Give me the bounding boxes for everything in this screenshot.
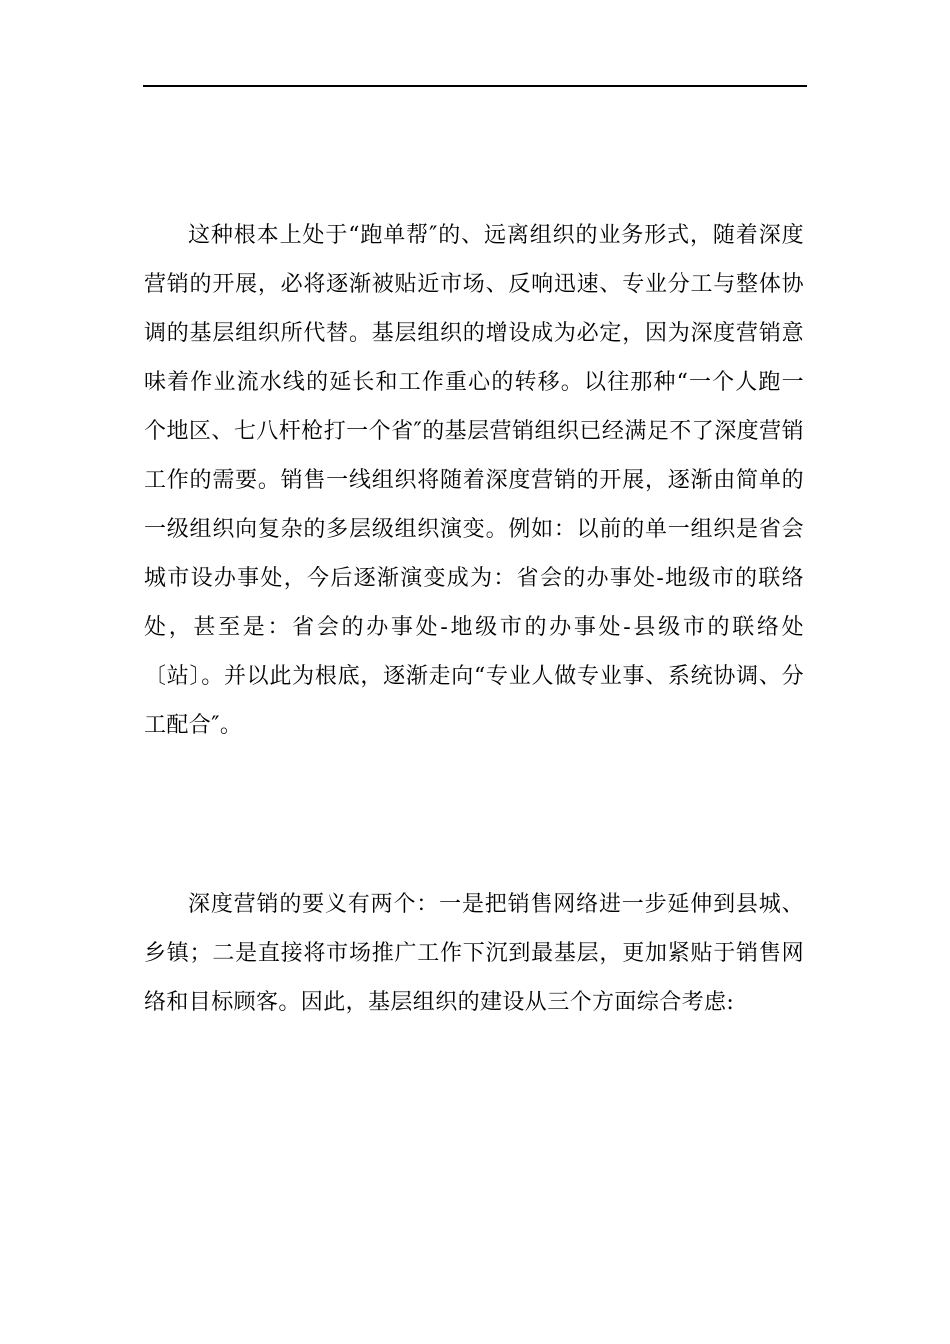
header-rule xyxy=(143,85,807,87)
body-paragraph-1: 这种根本上处于“跑单帮″的、远离组织的业务形式，随着深度营销的开展，必将逐渐被贴近市场、反响迅速、专业分工与整体协调的基层组织所代替。基层组织的增设成为必定，因为深度营销意味着作业流水线的延长和工作重心的转移。以往那种“一个人跑一个地区、七八杆枪打一个省″的基层营销组织已经满足不了深度营销工作的需要。销售一线组织将随着深度营销的开展，逐渐由简单的一级组织向复杂的多层级组织演变。例如：以前的单一组织是省会城市设办事处，今后逐渐演变成为：省会的办事处-地级市的联络处，甚至是：省会的办事处-地级市的办事处-县级市的联络处〔站〕。并以此为根底，逐渐走向“专业人做专业事、系统协调、分工配合″。 xyxy=(144,223,804,738)
body-paragraph-2: 深度营销的要义有两个：一是把销售网络进一步延伸到县城、乡镇；二是直接将市场推广工作下沉到最基层，更加紧贴于销售网络和目标顾客。因此，基层组织的建设从三个方面综合考虑: xyxy=(144,892,804,1015)
